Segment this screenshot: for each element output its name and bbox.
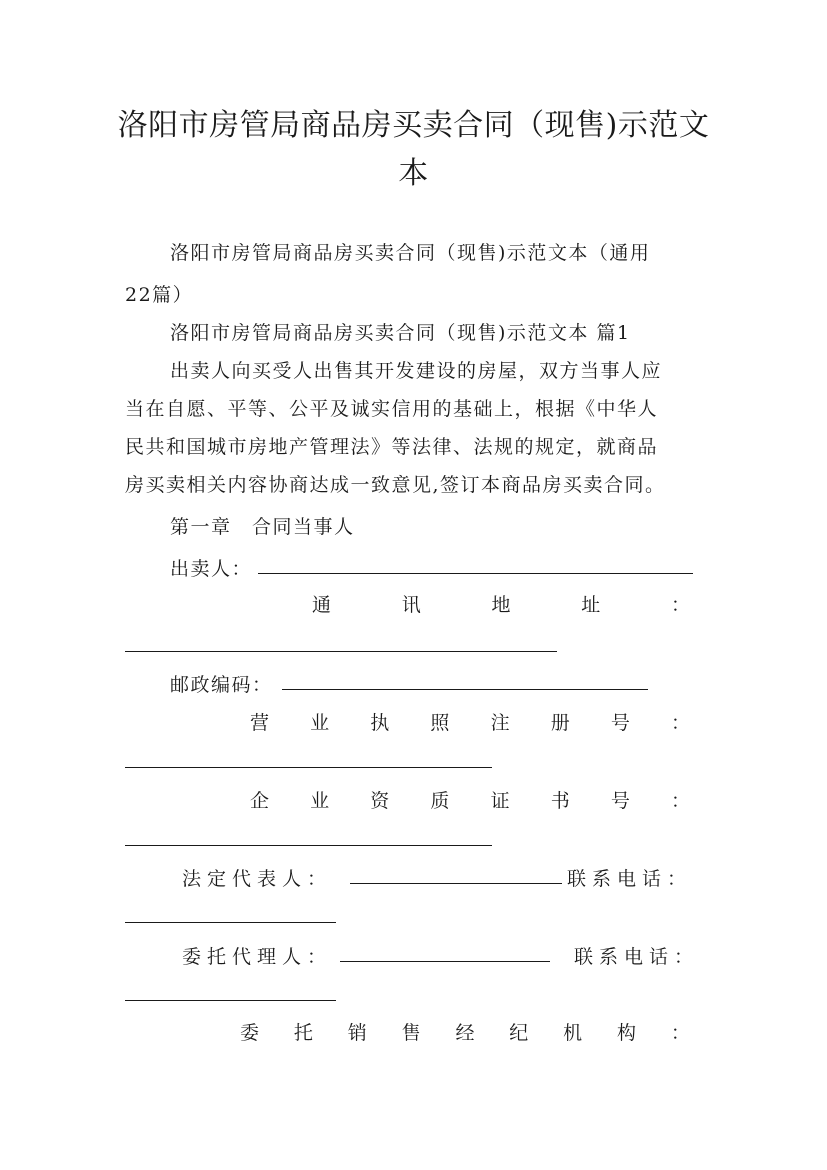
address-char: 讯: [401, 594, 421, 616]
qualification-char: ：: [670, 790, 690, 812]
license-char: 执: [370, 712, 390, 734]
license-char: 照: [430, 712, 450, 734]
address-char: 址: [581, 594, 601, 616]
sales-agency-char: 委: [240, 1022, 260, 1044]
address-label: [312, 592, 690, 618]
sales-agency-char: 托: [293, 1022, 313, 1044]
sales-agency-char: ：: [670, 1022, 690, 1044]
license-char: 注: [490, 712, 510, 734]
qualification-char: 书: [550, 790, 570, 812]
qualification-char: 企: [250, 790, 270, 812]
license-char: 业: [310, 712, 330, 734]
agent-label: 委托代理人：: [182, 946, 333, 968]
address-field[interactable]: [125, 651, 557, 652]
qualification-char: 质: [430, 790, 450, 812]
qualification-char: 号: [610, 790, 630, 812]
license-char: 册: [550, 712, 570, 734]
postcode-label: 邮政编码：: [170, 674, 273, 696]
sales-agency-char: 售: [401, 1022, 421, 1044]
license-label: [250, 710, 690, 736]
sales-agency-label: [240, 1020, 690, 1046]
paragraph-line: 出卖人向买受人出售其开发建设的房屋，双方当事人应: [170, 360, 663, 382]
paragraph-line: 民共和国城市房地产管理法》等法律、法规的规定，就商品: [125, 436, 659, 458]
phone-label: 联系电话：: [567, 868, 693, 890]
legal-rep-field[interactable]: [350, 883, 562, 884]
phone-label-2: 联系电话：: [574, 946, 700, 968]
qualification-field[interactable]: [125, 845, 492, 846]
paragraph-line: 当在自愿、平等、公平及诚实信用的基础上，根据《中华人: [125, 398, 659, 420]
intro-line-1: 洛阳市房管局商品房买卖合同（现售)示范文本（通用: [170, 242, 651, 264]
sales-agency-char: 经: [455, 1022, 475, 1044]
qualification-char: 证: [490, 790, 510, 812]
phone-field-2[interactable]: [125, 1000, 336, 1001]
address-char: ：: [670, 594, 690, 616]
legal-rep-label: 法定代表人：: [182, 868, 333, 890]
qualification-char: 资: [370, 790, 390, 812]
seller-field[interactable]: [258, 573, 693, 574]
chapter-heading: 第一章 合同当事人: [170, 516, 355, 538]
paragraph-line: 房买卖相关内容协商达成一致意见,签订本商品房买卖合同。: [125, 474, 666, 496]
qualification-label: [250, 788, 690, 814]
sales-agency-char: 构: [617, 1022, 637, 1044]
sales-agency-char: 机: [563, 1022, 583, 1044]
document-title: 洛阳市房管局商品房买卖合同（现售)示范文本: [117, 108, 710, 191]
license-char: 号: [610, 712, 630, 734]
license-field[interactable]: [125, 767, 492, 768]
intro-line-2: 22篇）: [125, 284, 194, 306]
address-char: 通: [312, 594, 332, 616]
section-heading: 洛阳市房管局商品房买卖合同（现售)示范文本 篇1: [170, 322, 631, 344]
postcode-field[interactable]: [282, 689, 648, 690]
license-char: 营: [250, 712, 270, 734]
qualification-char: 业: [310, 790, 330, 812]
agent-field[interactable]: [340, 961, 550, 962]
sales-agency-char: 纪: [509, 1022, 529, 1044]
seller-label: 出卖人：: [170, 558, 253, 580]
license-char: ：: [670, 712, 690, 734]
phone-field[interactable]: [125, 922, 336, 923]
sales-agency-char: 销: [347, 1022, 367, 1044]
address-char: 地: [491, 594, 511, 616]
